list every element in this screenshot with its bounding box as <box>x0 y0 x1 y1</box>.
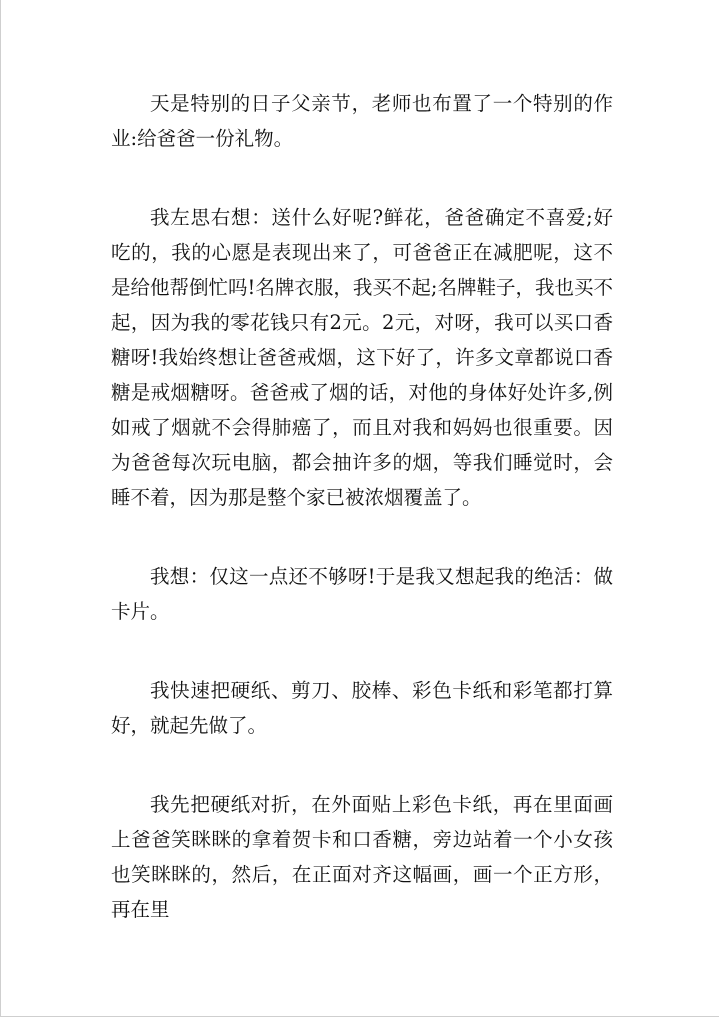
paragraph-4: 我快速把硬纸、剪刀、胶棒、彩色卡纸和彩笔都打算好，就起先做了。 <box>111 679 613 737</box>
paragraph-5: 我先把硬纸对折，在外面贴上彩色卡纸，再在里面画上爸爸笑眯眯的拿着贺卡和口香糖，旁边站着一个小女孩也笑眯眯的，然后，在正面对齐这幅画，画一个正方形，再在里 <box>111 793 613 921</box>
document-body <box>111 86 613 971</box>
paragraph-2: 我左思右想：送什么好呢?鲜花，爸爸确定不喜爱;好吃的，我的心愿是表现出来了，可爸爸正在减肥呢，这不是给他帮倒忙吗!名牌衣服，我买不起;名牌鞋子，我也买不起，因为我的零花钱只有2元。2元，对呀，我可以买口香糖呀!我始终想让爸爸戒烟，这下好了，许多文章都说口香糖是戒烟糖呀。爸爸戒了烟的话，对他的身体好处许多,例如戒了烟就不会得肺癌了，而且对我和妈妈也很重要。因为爸爸每次玩电脑，都会抽许多的烟，等我们睡觉时，会睡不着，因为那是整个家已被浓烟覆盖了。 <box>111 206 613 509</box>
paragraph-1: 天是特别的日子父亲节，老师也布置了一个特别的作业:给爸爸一份礼物。 <box>111 92 613 150</box>
paragraph-3: 我想：仅这一点还不够呀!于是我又想起我的绝活：做卡片。 <box>111 565 613 623</box>
